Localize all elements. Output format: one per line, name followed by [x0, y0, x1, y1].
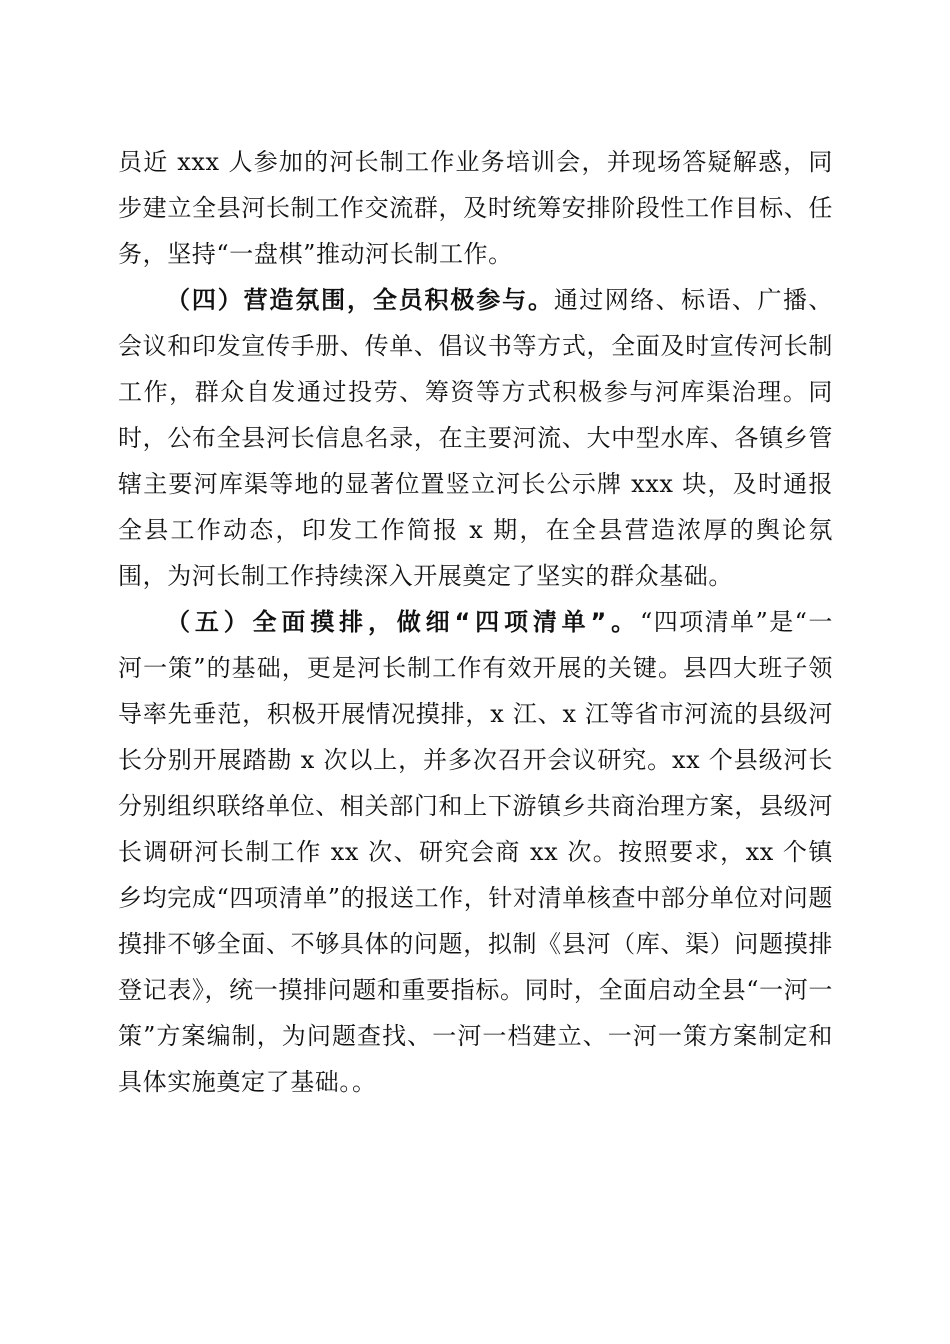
paragraph-section-five: [118, 599, 833, 1105]
paragraph-continuation: 员近 xxx 人参加的河长制工作业务培训会，并现场答疑解惑，同步建立全县河长制工作交流群，及时统筹安排阶段性工作目标、任务，坚持“一盘棋”推动河长制工作。: [118, 148, 833, 268]
section-four-heading: （四）营造氛围，全员积极参与。: [166, 286, 554, 314]
section-five-body: “四项清单”是“一河一策”的基础，更是河长制工作有效开展的关键。县四大班子领导率先垂范，积极开展情况摸排，x 江、x 江等省市河流的县级河长分别开展踏勘 x 次以上，并多次召开会议研究。xx 个县级河长分别组织联络单位、相关部门和上下游镇乡共商治理方案，县级河长调研河长制工作 xx 次、研究会商 xx 次。按照要求，xx 个镇乡均完成“四项清单”的报送工作，针对清单核查中部分单位对问题摸排不够全面、不够具体的问题，拟制《县河（库、渠）问题摸排登记表》，统一摸排问题和重要指标。同时，全面启动全县“一河一策”方案编制，为问题查找、一河一档建立、一河一策方案制定和具体实施奠定了基础。。: [118, 608, 834, 1096]
paragraph-section-four: [118, 277, 833, 599]
section-five-heading: （五）全面摸排，做细“四项清单”。: [166, 608, 640, 636]
section-four-body: 通过网络、标语、广播、会议和印发宣传手册、传单、倡议书等方式，全面及时宣传河长制工作，群众自发通过投劳、筹资等方式积极参与河库渠治理。同时，公布全县河长信息名录，在主要河流、大中型水库、各镇乡管辖主要河库渠等地的显著位置竖立河长公示牌 xxx 块，及时通报全县工作动态，印发工作简报 x 期，在全县营造浓厚的舆论氛围，为河长制工作持续深入开展奠定了坚实的群众基础。: [118, 286, 833, 590]
document-body: [118, 139, 833, 1105]
